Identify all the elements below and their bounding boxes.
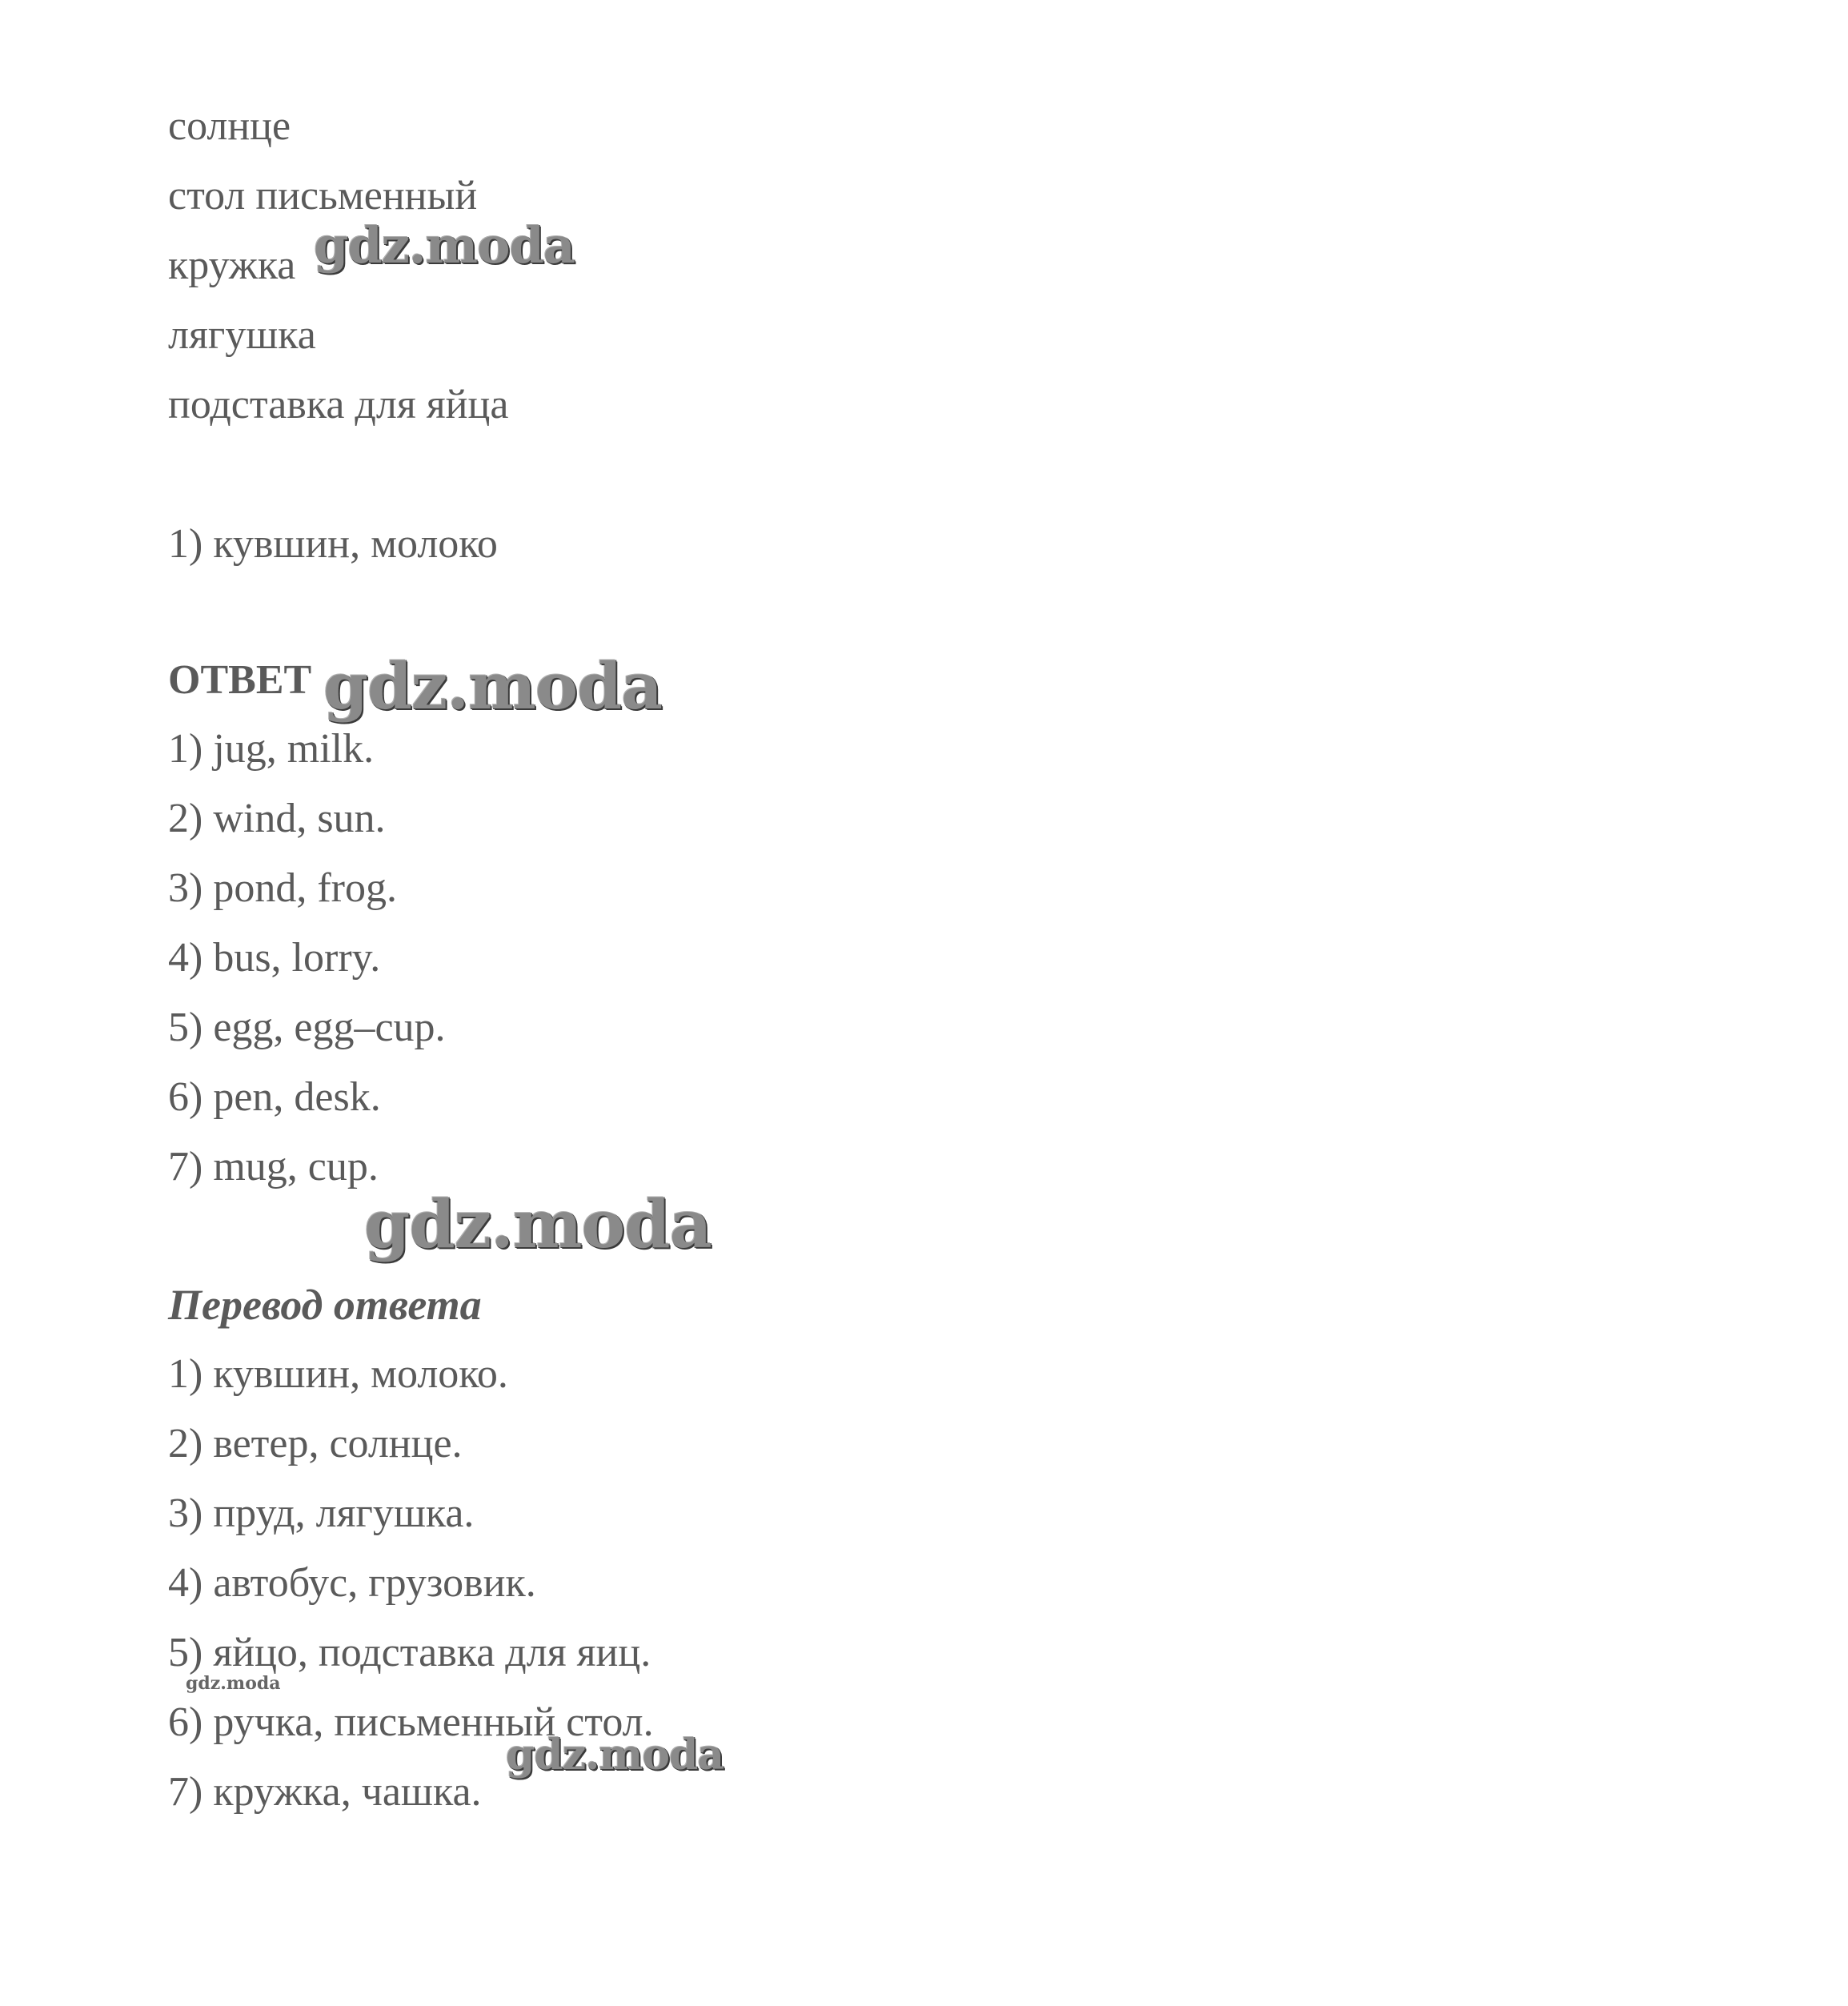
watermark: gdz.moda [364,1186,712,1263]
answer-item: 7) mug, cup. [168,1144,379,1190]
answer-heading: ОТВЕТ [168,657,312,703]
watermark: gdz.moda [323,648,662,724]
translation-item: 6) ручка, письменный стол. [168,1699,654,1745]
answer-item: 2) wind, sun. [168,796,386,841]
watermark: gdz.moda [314,216,575,275]
answer-item: 6) pen, desk. [168,1074,381,1120]
vocab-item: кружка [168,243,296,288]
answer-item: 1) jug, milk. [168,726,375,772]
translation-item: 3) пруд, лягушка. [168,1490,475,1536]
answer-item: 5) egg, egg–cup. [168,1005,446,1050]
answer-item: 4) bus, lorry. [168,935,381,981]
vocab-item: солнце [168,103,291,149]
translation-item: 5) яйцо, подставка для яиц. [168,1630,651,1675]
answer-item: 3) pond, frog. [168,865,397,911]
watermark: gdz.moda [506,1731,724,1779]
translation-item: 4) автобус, грузовик. [168,1560,536,1606]
watermark: gdz.moda [186,1673,281,1694]
translation-heading: Перевод ответа [168,1281,482,1329]
translation-item: 7) кружка, чашка. [168,1769,482,1815]
vocab-item: лягушка [168,312,316,358]
vocab-item: стол письменный [168,173,478,219]
translation-item: 1) кувшин, молоко. [168,1351,508,1397]
vocab-item: подставка для яйца [168,382,509,427]
example-line: 1) кувшин, молоко [168,521,498,567]
translation-item: 2) ветер, солнце. [168,1421,463,1466]
